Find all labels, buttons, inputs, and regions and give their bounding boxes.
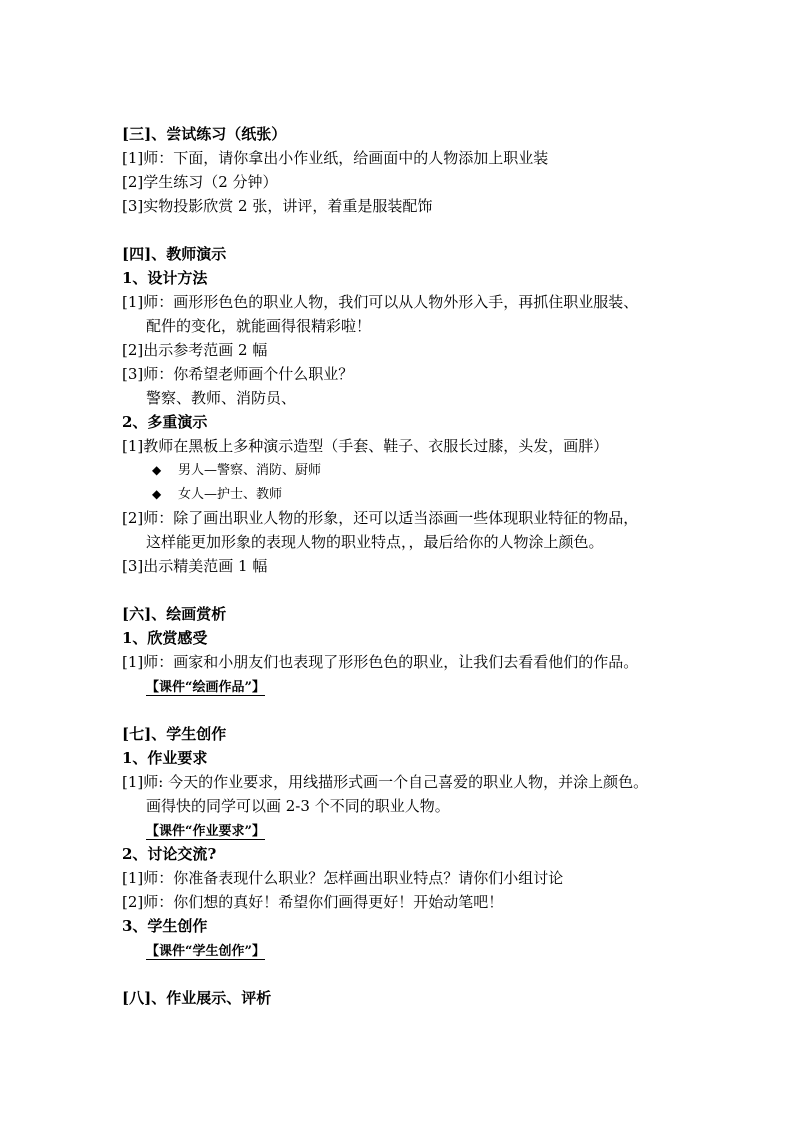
courseware-tag: 【课件“绘画作品”】 (146, 680, 265, 695)
paragraph: [3]实物投影欣赏 2 张，讲评，着重是服装配饰 (122, 197, 433, 215)
diamond-bullet-icon: ◆ (152, 463, 162, 477)
subsection-title: 1、作业要求 (122, 749, 208, 767)
section-title-teacher-demo: [四]、教师演示 (122, 245, 227, 263)
paragraph: [1]师：画家和小朋友们也表现了形形色色的职业，让我们去看看他们的作品。 (122, 653, 639, 671)
paragraph: [3]出示精美范画 1 幅 (122, 557, 268, 575)
section-title-work-display: [八]、作业展示、评析 (122, 989, 272, 1007)
list-item-text: 女人—护士、教师 (178, 487, 283, 502)
subsection-title: 1、设计方法 (122, 269, 208, 287)
paragraph: [1]师：你准备表现什么职业？怎样画出职业特点？请你们小组讨论 (122, 869, 564, 887)
subsection-title: 3、学生创作 (122, 917, 208, 935)
paragraph-continuation: 画得快的同学可以画 2-3 个不同的职业人物。 (146, 797, 450, 815)
paragraph: [2]师：除了画出职业人物的形象，还可以适当添画一些体现职业特征的物品， (122, 509, 639, 527)
paragraph: [2]师：你们想的真好！希望你们画得更好！开始动笔吧！ (122, 893, 504, 911)
paragraph-continuation: 警察、教师、消防员、 (146, 389, 297, 407)
paragraph: [1]师: 今天的作业要求，用线描形式画一个自己喜爱的职业人物，并涂上颜色。 (122, 773, 649, 791)
paragraph: [3]师：你希望老师画个什么职业？ (122, 365, 354, 383)
list-item-text: 男人—警察、消防、厨师 (178, 463, 322, 478)
paragraph: [1]师：下面，请你拿出小作业纸，给画面中的人物添加上职业装 (122, 149, 549, 167)
paragraph: [1]教师在黑板上多种演示造型（手套、鞋子、衣服长过膝，头发，画胖） (122, 437, 609, 455)
paragraph: [2]出示参考范画 2 幅 (122, 341, 268, 359)
list-item (152, 458, 321, 482)
section-title-try-practice: [三]、尝试练习（纸张） (122, 125, 287, 143)
courseware-tag: 【课件“学生创作”】 (146, 944, 265, 959)
section-title-painting-appreciation: [六]、绘画赏析 (122, 605, 227, 623)
paragraph-continuation: 配件的变化，就能画得很精彩啦！ (146, 317, 372, 335)
paragraph-continuation: 这样能更加形象的表现人物的职业特点，，最后给你的人物涂上颜色。 (146, 533, 604, 551)
list-item (152, 482, 282, 506)
paragraph: [1]师：画形形色色的职业人物，我们可以从人物外形入手，再抓住职业服装、 (122, 293, 639, 311)
diamond-bullet-icon: ◆ (152, 487, 162, 501)
subsection-title: 1、欣赏感受 (122, 629, 208, 647)
section-title-student-creation: [七]、学生创作 (122, 725, 227, 743)
subsection-title: 2、多重演示 (122, 413, 208, 431)
paragraph: [2]学生练习（2 分钟） (122, 173, 278, 191)
courseware-tag: 【课件“作业要求”】 (146, 824, 265, 839)
subsection-title: 2、讨论交流? (122, 845, 217, 863)
